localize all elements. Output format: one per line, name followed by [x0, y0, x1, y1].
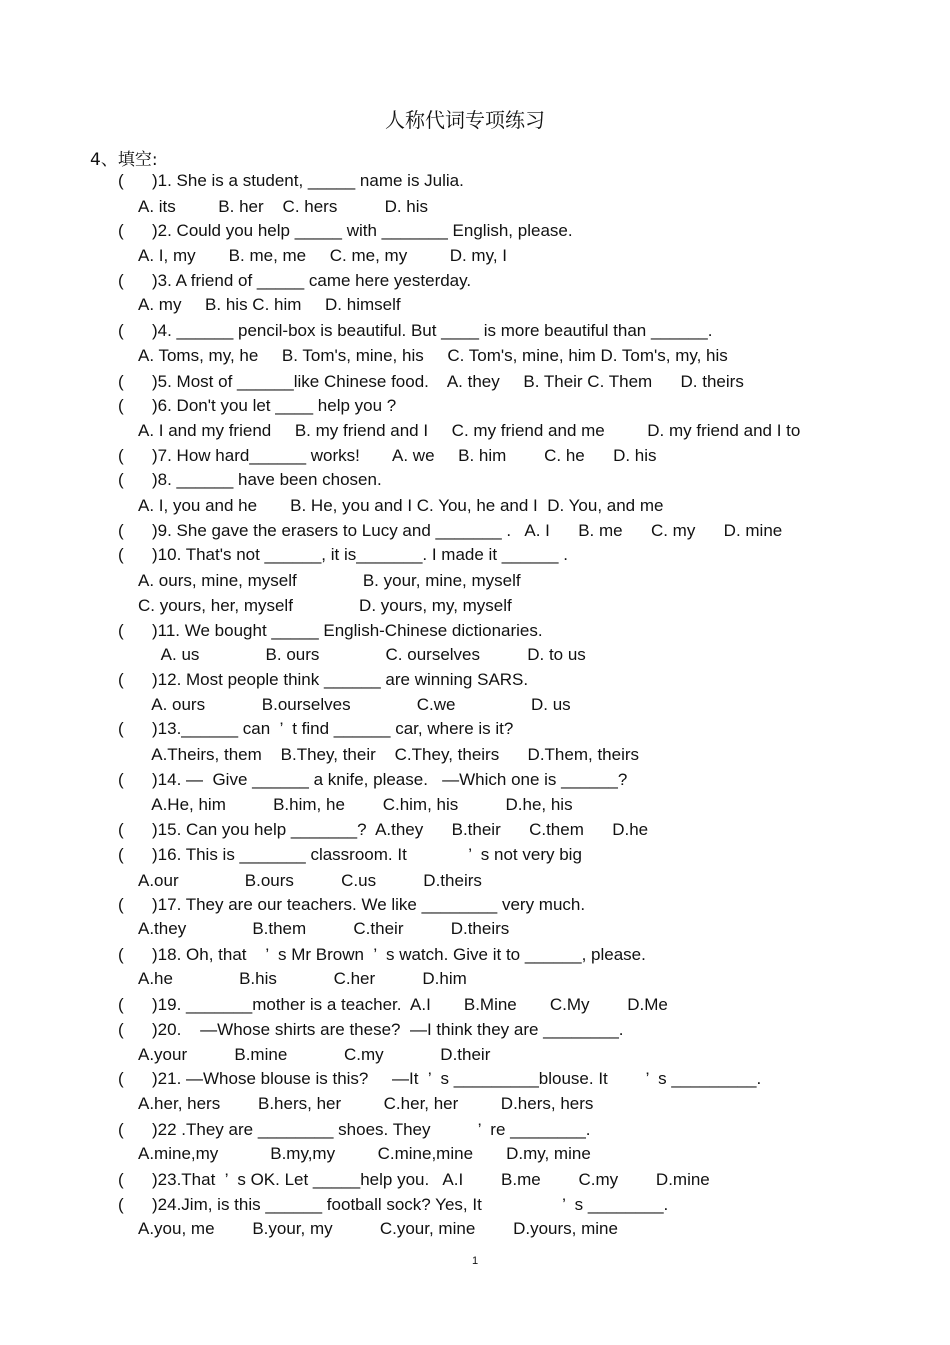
option-line: A.Theirs, them B.They, their C.They, theirs D.Them, theirs	[138, 745, 640, 764]
option-line: A. ours, mine, myself B. your, mine, myself	[138, 571, 521, 590]
option-line: A.mine,my B.my,my C.mine,mine D.my, mine	[138, 1144, 591, 1163]
option-line: A. Toms, my, he B. Tom's, mine, his C. Tom's, mine, him D. Tom's, my, his	[138, 346, 728, 365]
question-line: ( )13.______ can ’ t find ______ car, where is it?	[118, 719, 514, 738]
option-line: A. us B. ours C. ourselves D. to us	[138, 645, 586, 664]
page-number: 1	[471, 1255, 479, 1267]
question-line: ( )14. — Give ______ a knife, please. —Which one is ______?	[118, 770, 628, 789]
question-line: ( )18. Oh, that ’ s Mr Brown ’ s watch. Give it to ______, please.	[118, 945, 646, 964]
question-line: ( )11. We bought _____ English-Chinese dictionaries.	[118, 621, 543, 640]
option-line: A.our B.ours C.us D.theirs	[138, 871, 482, 890]
option-line: A.your B.mine C.my D.their	[138, 1045, 491, 1064]
option-line: A. my B. his C. him D. himself	[138, 295, 401, 314]
question-line: ( )23.That ’ s OK. Let _____help you. A.I B.me C.my D.mine	[118, 1170, 710, 1189]
option-line: A.her, hers B.hers, her C.her, her D.hers, hers	[138, 1094, 594, 1113]
question-line: ( )16. This is _______ classroom. It ’ s not very big	[118, 845, 582, 864]
option-line: A. I and my friend B. my friend and I C. my friend and me D. my friend and I to	[138, 421, 801, 440]
section-label: 4、填空:	[90, 150, 158, 170]
question-line: ( )21. —Whose blouse is this? —It ’ s _________blouse. It ’ s _________.	[118, 1069, 762, 1088]
question-line: ( )12. Most people think ______ are winning SARS.	[118, 670, 529, 689]
option-line: A. ours B.ourselves C.we D. us	[138, 695, 571, 714]
question-line: ( )24.Jim, is this ______ football sock? Yes, It ’ s ________.	[118, 1195, 669, 1214]
question-line: ( )8. ______ have been chosen.	[118, 470, 382, 489]
question-line: ( )17. They are our teachers. We like ________ very much.	[118, 895, 586, 914]
question-line: ( )19. _______mother is a teacher. A.I B.Mine C.My D.Me	[118, 995, 668, 1014]
question-line: ( )22 .They are ________ shoes. They ’ re ________.	[118, 1120, 591, 1139]
option-line: A.they B.them C.their D.theirs	[138, 919, 510, 938]
question-line: ( )15. Can you help _______? A.they B.their C.them D.he	[118, 820, 649, 839]
question-line: ( )9. She gave the erasers to Lucy and _______ . A. I B. me C. my D. mine	[118, 521, 783, 540]
option-line: A.he B.his C.her D.him	[138, 969, 467, 988]
question-line: ( )6. Don't you let ____ help you ?	[118, 396, 397, 415]
question-line: ( )1. She is a student, _____ name is Julia.	[118, 171, 464, 190]
question-line: ( )10. That's not ______, it is_______. I made it ______ .	[118, 545, 568, 564]
option-line: C. yours, her, myself D. yours, my, myself	[138, 596, 512, 615]
option-line: A. I, my B. me, me C. me, my D. my, I	[138, 246, 508, 265]
option-line: A. its B. her C. hers D. his	[138, 197, 429, 216]
question-line: ( )4. ______ pencil-box is beautiful. But ____ is more beautiful than ______.	[118, 321, 713, 340]
option-line: A.you, me B.your, my C.your, mine D.yours, mine	[138, 1219, 618, 1238]
question-line: ( )2. Could you help _____ with _______ English, please.	[118, 221, 573, 240]
question-line: ( )3. A friend of _____ came here yesterday.	[118, 271, 472, 290]
option-line: A.He, him B.him, he C.him, his D.he, his	[138, 795, 573, 814]
page-title: 人称代词专项练习	[385, 108, 545, 132]
question-line: ( )20. —Whose shirts are these? —I think they are ________.	[118, 1020, 624, 1039]
option-line: A. I, you and he B. He, you and I C. You, he and I D. You, and me	[138, 496, 664, 515]
question-line: ( )5. Most of ______like Chinese food. A. they B. Their C. Them D. theirs	[118, 372, 744, 391]
question-line: ( )7. How hard______ works! A. we B. him C. he D. his	[118, 446, 657, 465]
